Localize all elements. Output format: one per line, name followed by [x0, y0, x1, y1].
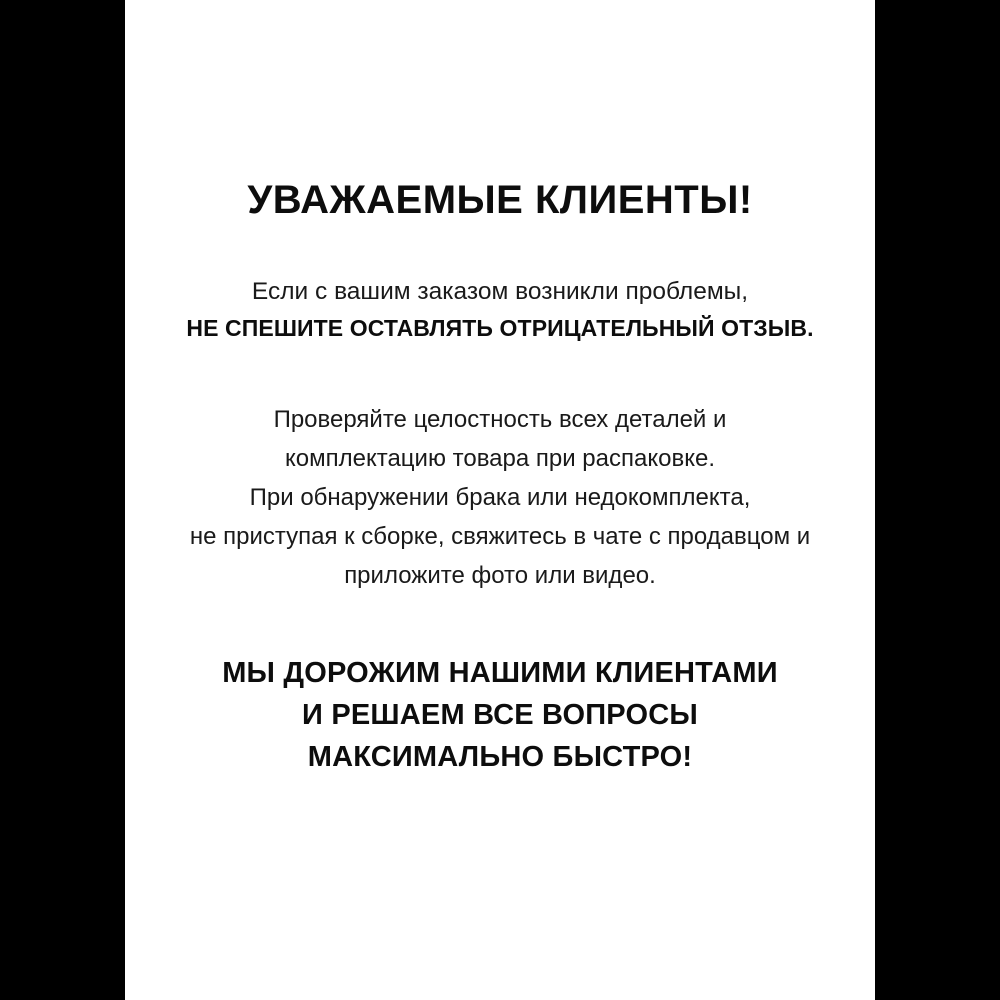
instructions-line-3: При обнаружении брака или недокомплекта, — [249, 484, 751, 511]
closing-line-1: МЫ ДОРОЖИМ НАШИМИ КЛИЕНТАМИ — [222, 656, 778, 689]
intro-line-1: Если с вашим заказом возникли проблемы, — [251, 278, 749, 305]
intro-line-2-emphasis: НЕ СПЕШИТЕ ОСТАВЛЯТЬ ОТРИЦАТЕЛЬНЫЙ ОТЗЫВ. — [186, 314, 814, 341]
right-letterbox-bar — [875, 0, 1000, 1000]
poster-content — [125, 0, 875, 778]
closing-line-3: МАКСИМАЛЬНО БЫСТРО! — [307, 740, 693, 773]
closing-block — [155, 652, 845, 778]
instructions-line-1: Проверяйте целостность всех деталей и — [273, 406, 727, 434]
page-title: УВАЖАЕМЫЕ КЛИЕНТЫ! — [247, 178, 753, 222]
instructions-line-4: не приступая к сборке, свяжитесь в чате с продавцом и — [189, 522, 811, 550]
instructions-line-2: комплектацию товара при распаковке. — [285, 445, 715, 473]
left-letterbox-bar — [0, 0, 125, 1000]
instructions-line-5: приложите фото или видео. — [344, 561, 656, 589]
notice-poster — [125, 0, 875, 1000]
closing-line-2: И РЕШАЕМ ВСЕ ВОПРОСЫ — [302, 698, 698, 731]
intro-block — [155, 274, 845, 345]
instructions-block — [155, 401, 845, 595]
